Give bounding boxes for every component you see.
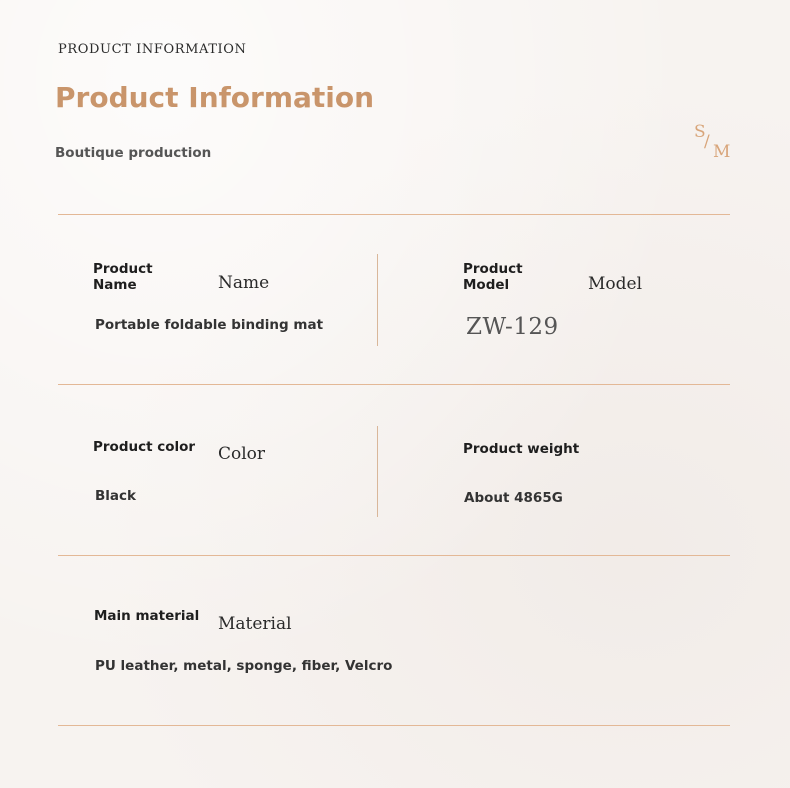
- product-model-value: ZW-129: [466, 314, 559, 340]
- size-mark-m: M: [713, 142, 731, 162]
- page-title: Product Information: [55, 81, 375, 114]
- page-subtitle: Boutique production: [55, 145, 212, 161]
- divider-4: [58, 725, 730, 726]
- divider-1: [58, 214, 730, 215]
- column-divider-row2: [377, 426, 378, 517]
- product-color-label: Product color: [93, 439, 196, 455]
- product-weight-label: Product weight: [463, 441, 580, 457]
- header-eyebrow: PRODUCT INFORMATION: [58, 42, 247, 57]
- divider-3: [58, 555, 730, 556]
- product-weight-value: About 4865G: [464, 490, 563, 506]
- product-color-english: Color: [218, 444, 266, 464]
- product-color-value: Black: [95, 488, 137, 504]
- size-mark-slash: /: [704, 132, 710, 152]
- size-mark-s: S: [694, 122, 706, 142]
- size-mark-logo: [694, 122, 739, 167]
- main-material-value: PU leather, metal, sponge, fiber, Velcro: [95, 658, 393, 674]
- product-name-english: Name: [218, 273, 270, 293]
- column-divider-row1: [377, 254, 378, 346]
- product-model-english: Model: [588, 274, 643, 294]
- product-model-label: Product Model: [463, 261, 523, 293]
- main-material-english: Material: [218, 614, 292, 634]
- divider-2: [58, 384, 730, 385]
- product-name-value: Portable foldable binding mat: [95, 317, 324, 333]
- main-material-label: Main material: [94, 608, 200, 624]
- product-name-label: Product Name: [93, 261, 153, 293]
